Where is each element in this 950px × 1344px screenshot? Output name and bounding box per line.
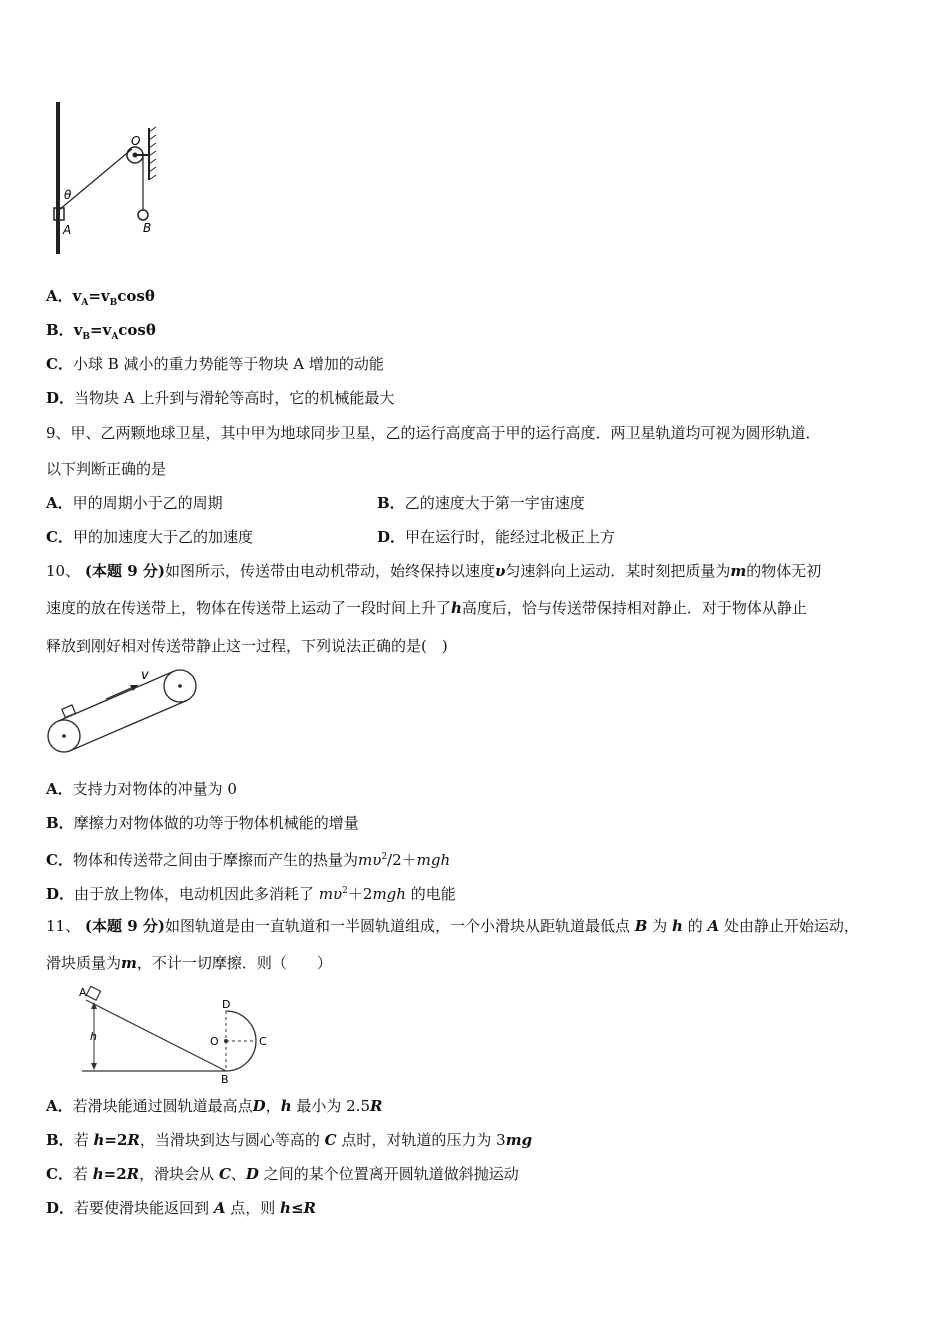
q8-option-c: C．小球 B 减小的重力势能等于物块 A 增加的动能	[46, 355, 384, 373]
label-h: h	[90, 1030, 97, 1043]
q9-option-b: B．乙的速度大于第一宇宙速度	[377, 494, 585, 512]
label-d: D	[222, 998, 231, 1011]
label-theta: θ	[64, 188, 72, 202]
q8-option-b: B．$v_B=v_A\cos\theta$	[46, 321, 156, 342]
q9-stem-line1: 9、甲、乙两颗地球卫星，其中甲为地球同步卫星，乙的运行高度高于甲的运行高度．两卫星轨道均可视为圆形轨道．	[46, 424, 821, 442]
q10-option-d: D．由于放上物体，电动机因此多消耗了 $m\upsilon^2+2mgh$ 的电能	[46, 885, 456, 903]
q11-stem-line1: 11、 (本题 9 分)如图轨道是由一直轨道和一半圆轨道组成，一个小滑块从距轨道最低点 B 为 h 的 A 处由静止开始运动，	[46, 917, 859, 935]
q10-option-c: C．物体和传送带之间由于摩擦而产生的热量为$m\upsilon^2/2+mgh$	[46, 851, 451, 869]
pulley-block-figure	[46, 98, 166, 258]
q9-option-d: D．甲在运行时，能经过北极正上方	[377, 528, 616, 546]
label-c: C	[259, 1035, 267, 1048]
label-b: B	[143, 221, 152, 235]
label-v: v	[141, 668, 149, 683]
q11-option-d: D．若要使滑块能返回到 A 点，则 h≤R	[46, 1199, 316, 1217]
q11-option-a: A．若滑块能通过圆轨道最高点D，h 最小为 2.5R	[46, 1097, 383, 1115]
q11-option-b: B．若 h=2R，当滑块到达与圆心等高的 C 点时，对轨道的压力为 3mg	[46, 1131, 533, 1149]
q9-stem-line2: 以下判断正确的是	[46, 460, 167, 478]
q10-stem-line2: 速度的放在传送带上，物体在传送带上运动了一段时间上升了h高度后，恰与传送带保持相对静止．对于物体从静止	[46, 599, 807, 617]
q11-option-c: C．若 h=2R，滑块会从 C、D 之间的某个位置离开圆轨道做斜抛运动	[46, 1165, 519, 1183]
q11-stem-line2: 滑块质量为m，不计一切摩擦．则（ ）	[46, 954, 332, 972]
q9-option-c: C．甲的加速度大于乙的加速度	[46, 528, 253, 546]
label-o: O	[131, 134, 141, 148]
q10-option-a: A．支持力对物体的冲量为 0	[46, 780, 237, 798]
label-a: A	[79, 986, 87, 999]
label-b: B	[221, 1073, 229, 1086]
q9-option-a: A．甲的周期小于乙的周期	[46, 494, 223, 512]
label-o: O	[210, 1035, 219, 1048]
q10-option-b: B．摩擦力对物体做的功等于物体机械能的增量	[46, 814, 359, 832]
incline-loop-figure	[74, 980, 274, 1086]
q10-stem-line3: 释放到刚好相对传送带静止这一过程，下列说法正确的是( )	[46, 637, 448, 655]
q8-option-a: A．$v_A=v_B\cos\theta$	[46, 287, 155, 308]
label-a: A	[63, 223, 72, 237]
q10-stem-line1: 10、 (本题 9 分)如图所示，传送带由电动机带动，始终保持以速度υ匀速斜向上运动．某时刻把质量为m的物体无初	[46, 562, 822, 580]
conveyor-belt-figure	[46, 664, 202, 758]
q8-option-d: D．当物块 A 上升到与滑轮等高时，它的机械能最大	[46, 389, 395, 407]
